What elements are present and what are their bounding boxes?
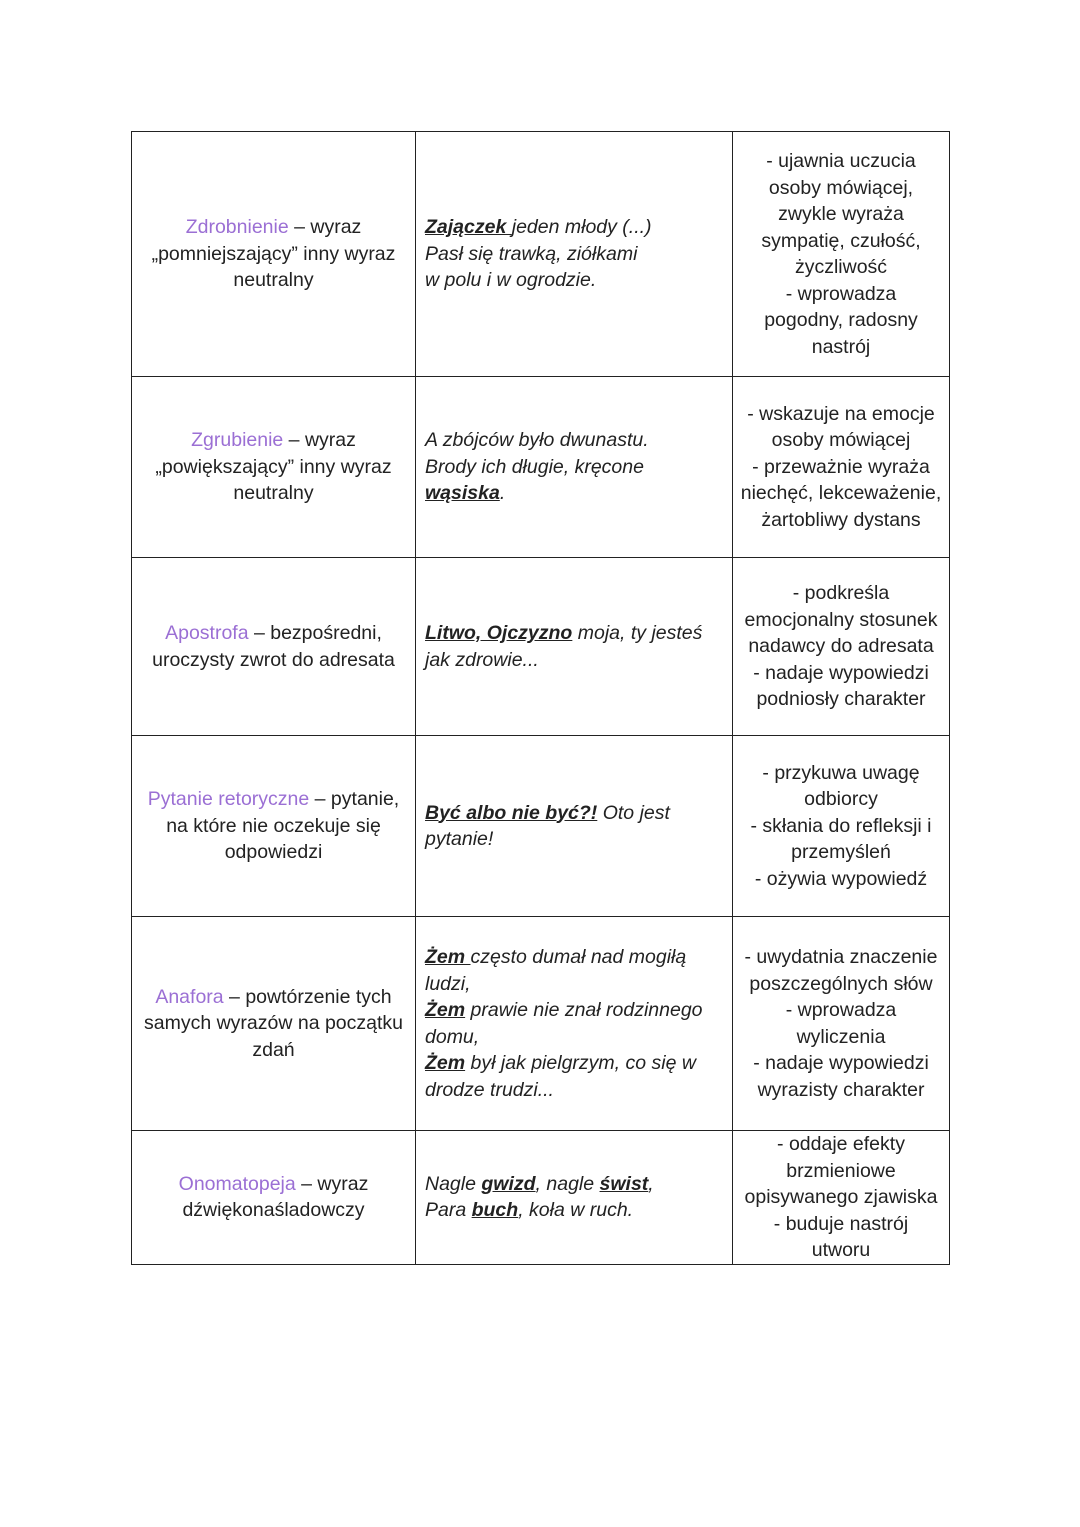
function-line: sympatię, czułość, xyxy=(761,229,921,252)
function-line: nadawcy do adresata xyxy=(748,635,934,658)
function-line: - nadaje wypowiedzi xyxy=(753,1052,929,1074)
highlighted-word: gwizd xyxy=(481,1172,536,1195)
function-line: - oddaje efekty xyxy=(777,1133,905,1155)
highlighted-word: Żem xyxy=(425,946,471,968)
example-line xyxy=(425,214,724,241)
definition-cell xyxy=(132,1131,416,1265)
highlighted-word: buch xyxy=(471,1199,519,1222)
function-line: utworu xyxy=(811,1239,871,1261)
function-line: - uwydatnia znaczenie xyxy=(744,946,938,968)
example-text: Brody ich długie, kręcone xyxy=(425,455,644,478)
example-text: jeden młody (...) xyxy=(511,216,652,239)
function-line: pogodny, radosny xyxy=(764,309,918,331)
example-line xyxy=(425,1024,724,1051)
function-line: - wprowadza xyxy=(785,999,897,1021)
definition-text: – bezpośredni, uroczysty zwrot do adresata xyxy=(152,622,395,671)
function-line: - ożywia wypowiedź xyxy=(754,867,928,890)
example-line xyxy=(425,971,724,998)
function-line: - wprowadza xyxy=(785,282,897,305)
function-line: osoby mówiącej, xyxy=(768,176,914,199)
function-cell xyxy=(733,132,950,377)
example-line xyxy=(425,480,724,507)
table-row xyxy=(132,1131,950,1265)
example-line xyxy=(425,1050,724,1077)
function-cell xyxy=(733,917,950,1131)
example-cell xyxy=(416,917,733,1131)
example-cell xyxy=(416,1131,733,1265)
definition-text: – pytanie, na które nie oczekuje się odpowiedzi xyxy=(166,788,400,864)
example-text: Pasł się trawką, ziółkami xyxy=(425,242,638,265)
highlighted-word: Zajączek xyxy=(425,216,512,239)
table-row xyxy=(132,132,950,377)
example-cell xyxy=(416,736,733,917)
example-line xyxy=(425,826,724,853)
stylistic-figures-table xyxy=(131,131,950,1265)
function-line: żartobliwy dystans xyxy=(761,508,921,531)
table-row xyxy=(132,558,950,736)
term: Apostrofa xyxy=(165,622,249,644)
definition-text: – wyraz „pomniejszający” inny wyraz neutralny xyxy=(151,216,396,292)
example-line xyxy=(425,1077,724,1104)
function-line: opisywanego zjawiska xyxy=(744,1186,938,1208)
highlighted-word: Być albo nie być?! xyxy=(425,801,598,824)
function-cell xyxy=(733,377,950,558)
example-text: prawie nie znał rodzinnego xyxy=(465,999,703,1021)
example-text: był jak pielgrzym, co się w xyxy=(465,1052,696,1074)
function-line: nastrój xyxy=(811,335,871,358)
function-line: - ujawnia uczucia xyxy=(766,150,916,172)
highlighted-word: świst xyxy=(599,1172,649,1195)
table-row xyxy=(132,377,950,558)
example-text: Oto jest xyxy=(597,801,670,824)
definition-cell xyxy=(132,132,416,377)
example-text: drodze trudzi... xyxy=(425,1078,554,1101)
example-line xyxy=(425,647,724,674)
definition-cell xyxy=(132,736,416,917)
function-cell xyxy=(733,558,950,736)
example-text: Nagle xyxy=(425,1172,482,1195)
example-text: pytanie! xyxy=(425,828,494,850)
definition-cell xyxy=(132,377,416,558)
function-cell xyxy=(733,736,950,917)
highlighted-word: Litwo, Ojczyzno xyxy=(425,622,573,644)
highlighted-word: Żem xyxy=(425,999,466,1021)
function-line: przemyśleń xyxy=(791,841,891,864)
example-line xyxy=(425,997,724,1024)
function-line: - przeważnie wyraża xyxy=(752,455,930,478)
example-text: jak zdrowie... xyxy=(425,648,539,671)
example-text: . xyxy=(499,482,506,505)
function-line: poszczególnych słów xyxy=(749,972,933,995)
example-line xyxy=(425,800,724,827)
example-text: w polu i w ogrodzie. xyxy=(425,269,597,292)
example-text: A zbójców było dwunastu. xyxy=(425,429,649,452)
function-line: emocjonalny stosunek xyxy=(744,608,938,631)
table-row xyxy=(132,736,950,917)
example-text: domu, xyxy=(425,1025,480,1048)
function-line: podniosły charakter xyxy=(756,688,926,711)
function-line: brzmieniowe xyxy=(786,1159,896,1182)
example-cell xyxy=(416,132,733,377)
example-text: , nagle xyxy=(535,1172,600,1195)
function-line: wyliczenia xyxy=(796,1025,886,1048)
function-line: - skłania do refleksji i xyxy=(750,814,932,837)
definition-text: – wyraz dźwiękonaśladowczy xyxy=(182,1172,369,1222)
definition-text: – wyraz „powiększający” inny wyraz neutralny xyxy=(155,429,392,505)
example-text: moja, ty jesteś xyxy=(572,622,703,644)
term: Onomatopeja xyxy=(178,1172,296,1195)
example-text: Para xyxy=(425,1199,472,1222)
function-line: osoby mówiącej xyxy=(771,429,911,452)
function-line: - buduje nastrój xyxy=(773,1212,909,1235)
function-line: zwykle wyraża xyxy=(778,203,904,225)
definition-cell xyxy=(132,558,416,736)
example-line xyxy=(425,454,724,481)
example-line xyxy=(425,427,724,454)
term: Zdrobnienie xyxy=(185,216,289,239)
function-line: - wskazuje na emocje xyxy=(747,402,935,425)
example-cell xyxy=(416,558,733,736)
table-row xyxy=(132,917,950,1131)
function-line: - przykuwa uwagę xyxy=(762,761,920,784)
function-line: życzliwość xyxy=(794,256,888,278)
function-line: niechęć, lekceważenie, xyxy=(740,482,942,505)
function-line: - nadaje wypowiedzi xyxy=(753,661,929,684)
highlighted-word: Żem xyxy=(425,1052,466,1074)
example-cell xyxy=(416,377,733,558)
term: Anafora xyxy=(155,985,224,1008)
example-text: ludzi, xyxy=(425,972,471,995)
example-text: często dumał nad mogiłą xyxy=(470,946,687,968)
example-line xyxy=(425,1197,724,1224)
function-line: wyrazisty charakter xyxy=(757,1078,925,1101)
function-line: - podkreśla xyxy=(792,582,890,605)
example-line xyxy=(425,944,724,971)
function-line: odbiorcy xyxy=(804,788,878,811)
term: Pytanie retoryczne xyxy=(147,788,310,811)
example-line xyxy=(425,620,724,647)
definition-text: – powtórzenie tych samych wyrazów na początku zdań xyxy=(143,985,404,1061)
example-text: , xyxy=(648,1172,654,1195)
highlighted-word: wąsiska xyxy=(425,482,500,505)
function-cell xyxy=(733,1131,950,1265)
definition-cell xyxy=(132,917,416,1131)
example-text: , koła w ruch. xyxy=(518,1199,634,1222)
term: Zgrubienie xyxy=(191,429,284,452)
example-line xyxy=(425,267,724,294)
example-line xyxy=(425,241,724,268)
example-line xyxy=(425,1171,724,1198)
